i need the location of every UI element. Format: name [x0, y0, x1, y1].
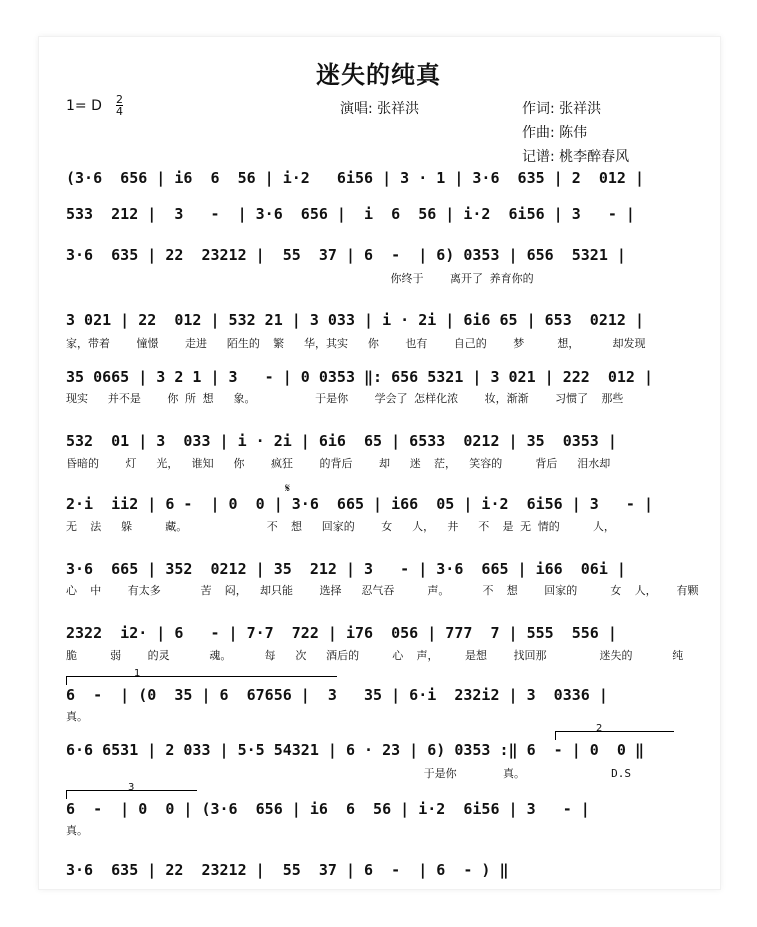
- notation-line-7: 2·i ii2 | 6 - | 0 0 | 3·6 665 | i66 05 | i·2 6i56 | 3 - |: [66, 495, 653, 513]
- time-signature: [116, 94, 123, 117]
- composer-credit: 作曲: 陈伟: [522, 125, 588, 141]
- lyric-line-3: 你终于 离开了 养育你的: [66, 272, 534, 285]
- notation-line-4: 3 021 | 22 012 | 532 21 | 3 033 | i · 2i | 6i6 65 | 653 0212 |: [66, 311, 644, 329]
- key-signature: 1= D: [66, 98, 102, 114]
- notation-line-12: 6 - | 0 0 | (3·6 656 | i6 6 56 | i·2 6i56 | 3 - |: [66, 800, 590, 818]
- volta-number-2: 2: [596, 723, 603, 734]
- notation-line-1: (3·6 656 | i6 6 56 | i·2 6i56 | 3 · 1 | 3·6 635 | 2 012 |: [66, 169, 644, 187]
- notation-line-9: 2322 i2· | 6 - | 7·7 722 | i76 056 | 777 7 | 555 556 |: [66, 624, 617, 642]
- notation-line-2: 533 212 | 3 - | 3·6 656 | i 6 56 | i·2 6i56 | 3 - |: [66, 205, 635, 223]
- lyric-line-12: 真。: [66, 824, 88, 837]
- lyric-line-7: 无 法 躲 藏。 不 想 回家的 女 人， 井 不 是 无 情的 人，: [66, 520, 615, 533]
- notation-line-13: 3·6 635 | 22 23212 | 55 37 | 6 - | 6 - ) ‖: [66, 861, 509, 879]
- volta-bracket-1: [66, 676, 337, 685]
- notation-line-5: 35 0665 | 3 2 1 | 3 - | 0 0353 ‖: 656 5321 | 3 021 | 222 012 |: [66, 368, 653, 386]
- lyric-line-4: 家，带着 憧憬 走进 陌生的 繁 华，其实 你 也有 自己的 梦 想， 却发现: [66, 337, 646, 350]
- notation-line-6: 532 01 | 3 033 | i · 2i | 6i6 65 | 6533 0212 | 35 0353 |: [66, 432, 617, 450]
- notation-line-11: 6·6 6531 | 2 033 | 5·5 54321 | 6 · 23 | 6) 0353 :‖ 6 - | 0 0 ‖: [66, 741, 644, 759]
- lyric-line-5: 现实 并不是 你 所 想 象。 于是你 学会了 怎样化浓 妆，渐渐 习惯了 那些: [66, 392, 624, 405]
- transcriber-credit: 记谱: 桃李醉春风: [522, 149, 630, 165]
- lyric-line-10: 真。: [66, 710, 88, 723]
- time-sig-top: 2: [116, 93, 123, 106]
- song-title: 迷失的纯真: [316, 60, 441, 89]
- volta-bracket-2: [555, 731, 674, 740]
- singer-credit: 演唱: 张祥洪: [340, 101, 420, 117]
- volta-number-1: 1: [134, 668, 141, 679]
- lyric-line-11: 于是你 真。 D.S: [66, 767, 631, 780]
- lyric-line-8: 心 中 有太多 苦 闷， 却只能 选择 忍气吞 声。 不 想 回家的 女 人， 有颗: [66, 584, 699, 597]
- lyricist-credit: 作词: 张祥洪: [522, 101, 602, 117]
- segno-sign: 𝄋: [285, 481, 291, 495]
- time-sig-bottom: 4: [116, 105, 123, 118]
- notation-line-3: 3·6 635 | 22 23212 | 55 37 | 6 - | 6) 0353 | 656 5321 |: [66, 246, 626, 264]
- lyric-line-9: 脆 弱 的灵 魂。 每 次 酒后的 心 声， 是想 找回那 迷失的 纯: [66, 649, 684, 662]
- lyric-line-6: 昏暗的 灯 光， 谁知 你 疯狂 的背后 却 迷 茫， 笑容的 背后 泪水却: [66, 457, 611, 470]
- notation-line-10: 6 - | (0 35 | 6 67656 | 3 35 | 6·i 232i2 | 3 0336 |: [66, 686, 608, 704]
- volta-number-3: 3: [128, 782, 135, 793]
- notation-line-8: 3·6 665 | 352 0212 | 35 212 | 3 - | 3·6 665 | i66 06i |: [66, 560, 626, 578]
